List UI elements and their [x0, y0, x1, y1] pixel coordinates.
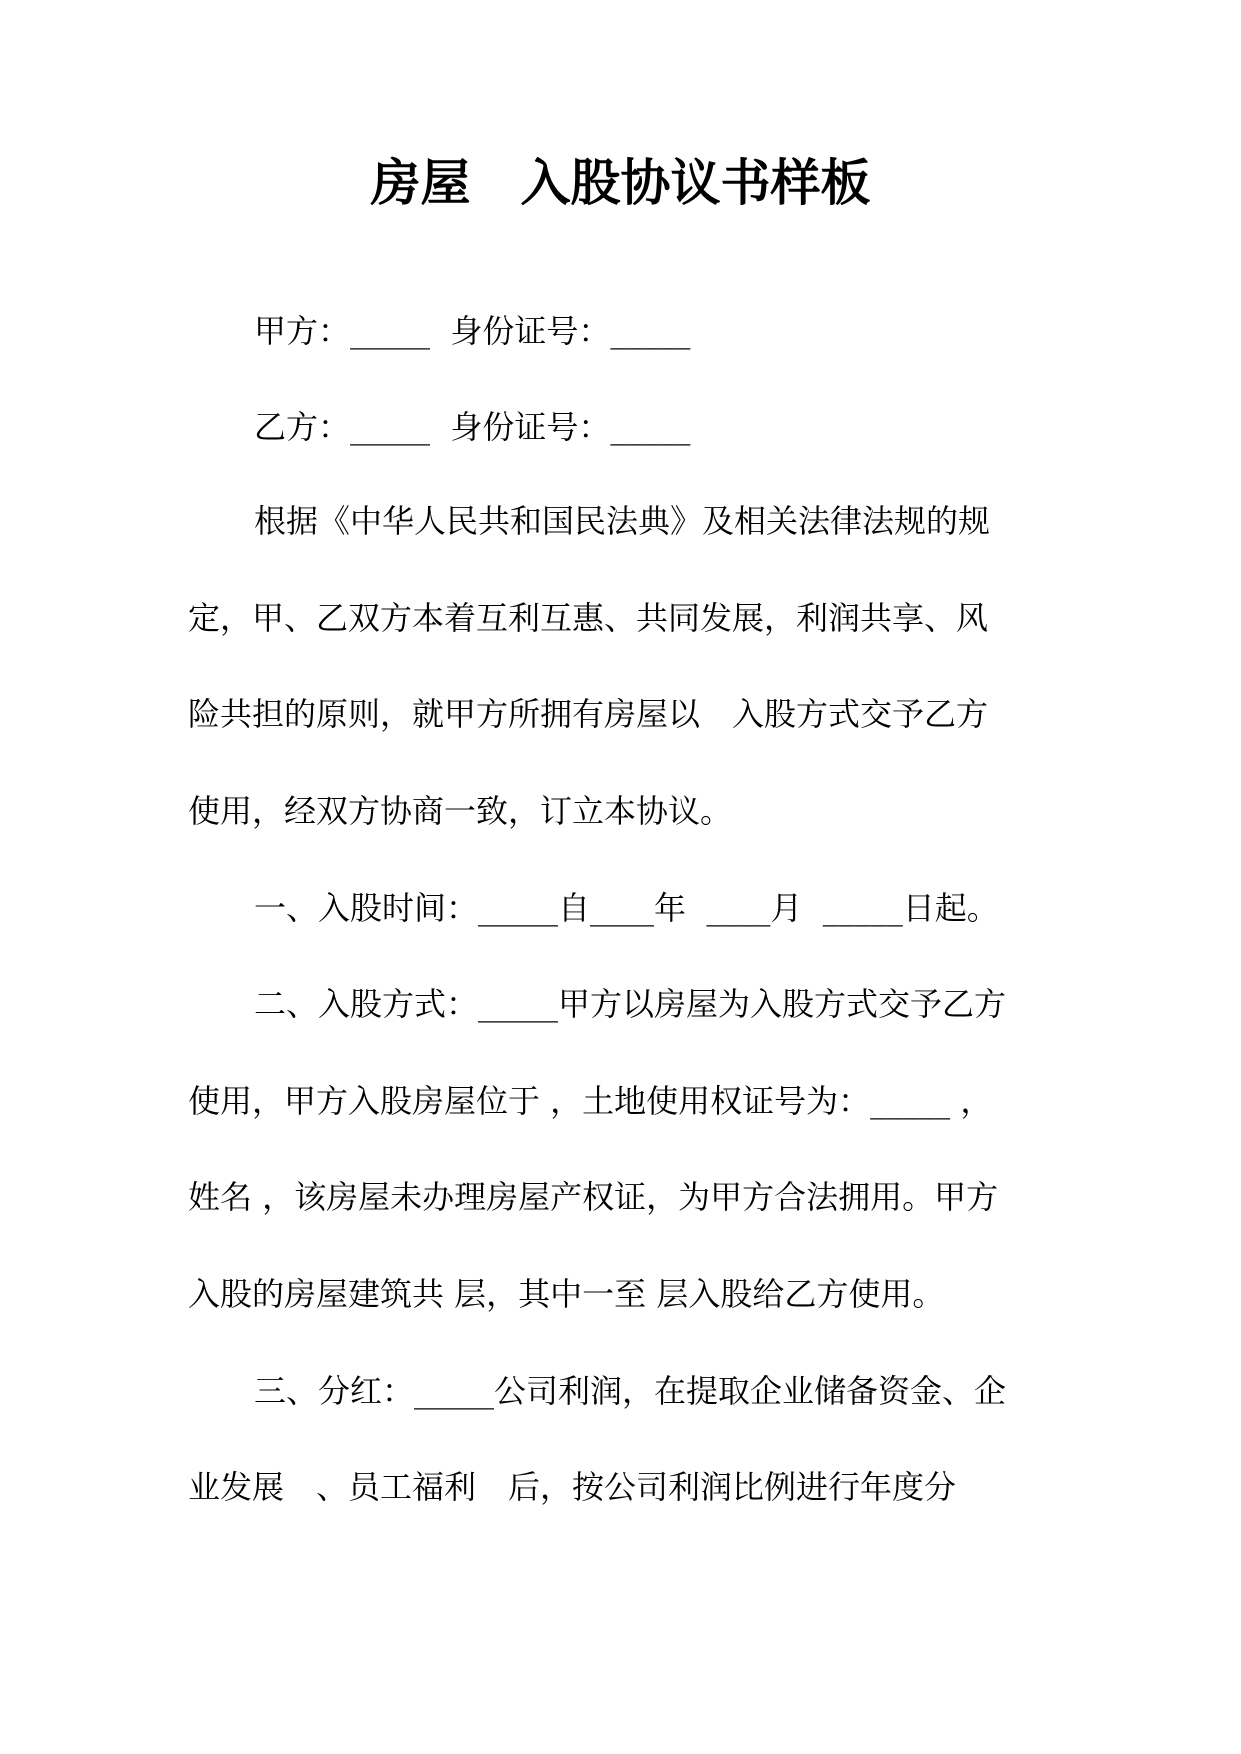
clause-2-line-3: 姓名 ，该房屋未办理房屋产权证，为甲方合法拥用。甲方 [188, 1178, 999, 1216]
clause-3-line-1: 三、分红：_____公司利润，在提取企业储备资金、企 [254, 1372, 1007, 1410]
clause-2-line-2: 使用，甲方入股房屋位于 ，土地使用权证号为：_____ ， [188, 1082, 993, 1120]
preamble-line-3: 险共担的原则，就甲方所拥有房屋以 入股方式交予乙方 [188, 695, 989, 733]
clause-2-line-1: 二、入股方式：_____甲方以房屋为入股方式交予乙方 [254, 985, 1007, 1023]
clause-2-line-4: 入股的房屋建筑共 层，其中一至 层入股给乙方使用。 [188, 1275, 945, 1313]
party-b-line: 乙方：_____ 身份证号：_____ [254, 408, 691, 446]
preamble-line-2: 定，甲、乙双方本着互利互惠、共同发展，利润共享、风 [188, 599, 989, 637]
party-a-line: 甲方：_____ 身份证号：_____ [254, 312, 691, 350]
preamble-line-4: 使用，经双方协商一致，订立本协议。 [188, 792, 733, 830]
clause-3-line-2: 业发展 、员工福利 后，按公司利润比例进行年度分 [188, 1468, 957, 1506]
preamble-line-1: 根据《中华人民共和国民法典》及相关法律法规的规 [254, 502, 991, 540]
clause-1-line: 一、入股时间：_____自____年 ____月 _____日起。 [254, 889, 999, 927]
page-title: 房屋 入股协议书样板 [370, 153, 871, 212]
